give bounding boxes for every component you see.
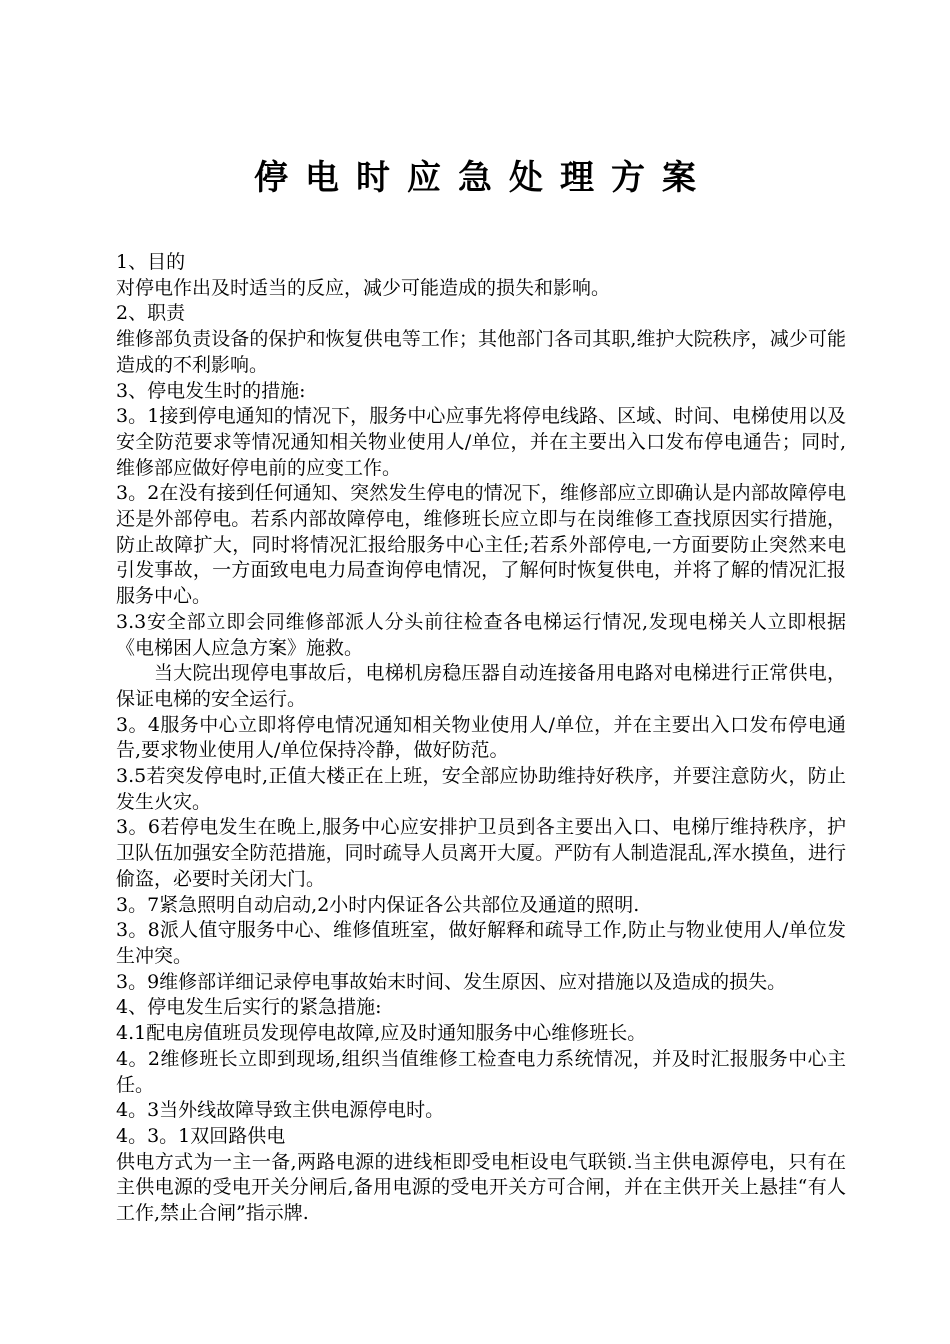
paragraph-4-3-1: 4。3。1双回路供电 [116, 1124, 286, 1147]
paragraph-dual-circuit-supply: 供电方式为一主一备,两路电源的进线柜即受电柜设电气联锁.当主供电源停电，只有在主供电源的受电开关分闸后,备用电源的受电开关方可合闸，并在主供开关上悬挂“有人工作,禁止合闸”指示牌. [116, 1150, 846, 1225]
heading-responsibilities: 2、职责 [116, 302, 186, 325]
paragraph-purpose: 对停电作出及时适当的反应，减少可能造成的损失和影响。 [116, 276, 611, 299]
paragraph-3-6: 3。6若停电发生在晚上,服务中心应安排护卫员到各主要出入口、电梯厅维持秩序，护卫队伍加强安全防范措施，同时疏导人员离开大厦。严防有人制造混乱,浑水摸鱼，进行偷盗，必要时关闭大门。 [116, 816, 846, 890]
heading-measures-during-outage: 3、停电发生时的措施: [116, 379, 306, 402]
document-title: 停电时应急处理方案 [254, 158, 713, 198]
document-body [116, 250, 846, 1227]
paragraph-3-2: 3。2在没有接到任何通知、突然发生停电的情况下，维修部应立即确认是内部故障停电还是外部停电。若系内部故障停电，维修班长应立即与在岗维修工查找原因实行措施，防止故障扩大，同时将情况汇报给服务中心主任;若系外部停电,一方面要防止突然来电引发事故，一方面致电电力局查询停电情况，了解何时恢复供电，并将了解的情况汇报服务中心。 [116, 482, 846, 608]
paragraph-3-8: 3。8派人值守服务中心、维修值班室，做好解释和疏导工作,防止与物业使用人/单位发生冲突。 [116, 919, 846, 967]
paragraph-3-5: 3.5若突发停电时,正值大楼正在上班，安全部应协助维持好秩序，并要注意防火，防止发生火灾。 [116, 765, 846, 813]
paragraph-4-3: 4。3当外线故障导致主供电源停电时。 [116, 1099, 445, 1122]
paragraph-3-7: 3。7紧急照明自动启动,2小时内保证各公共部位及通道的照明. [116, 893, 640, 916]
paragraph-3-1: 3。1接到停电通知的情况下，服务中心应事先将停电线路、区域、时间、电梯使用以及安全防范要求等情况通知相关物业使用人/单位，并在主要出入口发布停电通告；同时,维修部应做好停电前的应变工作。 [116, 405, 846, 479]
paragraph-4-2: 4。2维修班长立即到现场,组织当值维修工检查电力系统情况，并及时汇报服务中心主任。 [116, 1047, 846, 1096]
paragraph-responsibilities: 维修部负责设备的保护和恢复供电等工作；其他部门各司其职,维护大院秩序，减少可能造成的不利影响。 [116, 328, 846, 376]
paragraph-3-3: 3.3安全部立即会同维修部派人分头前往检查各电梯运行情况,发现电梯关人立即根据《电梯困人应急方案》施救。 [116, 610, 846, 659]
heading-emergency-measures: 4、停电发生后实行的紧急措施: [116, 996, 382, 1019]
paragraph-3-9: 3。9维修部详细记录停电事故始末时间、发生原因、应对措施以及造成的损失。 [116, 970, 787, 993]
paragraph-elevator-backup: 当大院出现停电事故后，电梯机房稳压器自动连接备用电路对电梯进行正常供电，保证电梯的安全运行。 [116, 662, 846, 710]
heading-purpose: 1、目的 [116, 251, 186, 273]
paragraph-4-1: 4.1配电房值班员发现停电故障,应及时通知服务中心维修班长。 [116, 1022, 647, 1045]
paragraph-3-4: 3。4服务中心立即将停电情况通知相关物业使用人/单位，并在主要出入口发布停电通告,要求物业使用人/单位保持冷静，做好防范。 [116, 713, 846, 762]
